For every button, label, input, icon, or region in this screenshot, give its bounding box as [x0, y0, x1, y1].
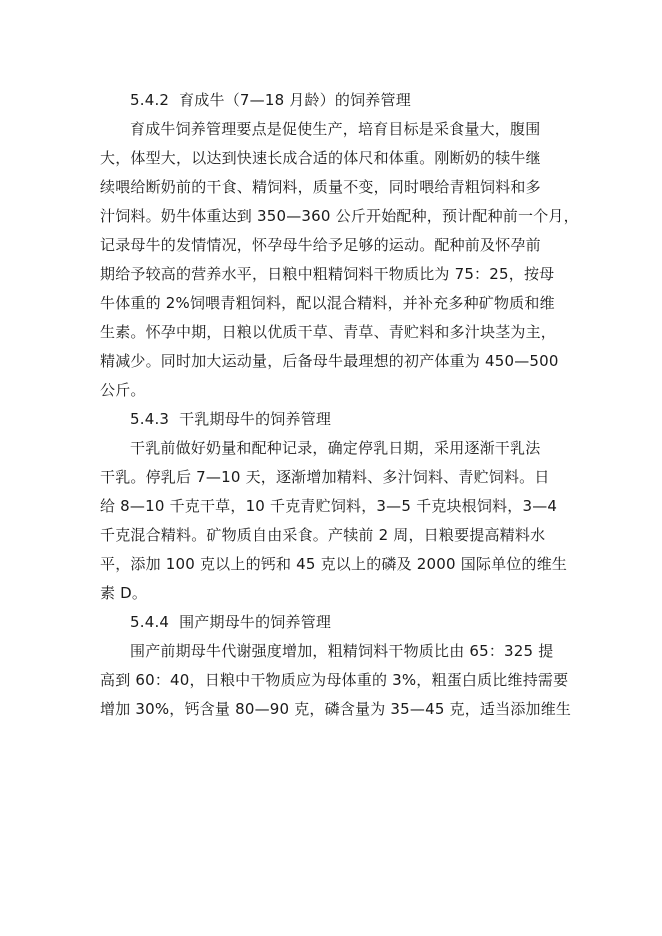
section-text-5-4-4 — [100, 637, 570, 724]
text-line: 干乳前做好奶量和配种记录，确定停乳日期，采用逐渐干乳法 — [130, 439, 541, 457]
text-line: 期给予较高的营养水平，日粮中粗精饲料干物质比为 75：25，按母 — [100, 265, 555, 283]
text-line: 给 8—10 千克干草，10 千克青贮饲料，3—5 千克块根饲料，3—4 — [100, 497, 558, 515]
text-line: 汁饲料。奶牛体重达到 350—360 公斤开始配种，预计配种前一个月， — [100, 207, 579, 225]
text-line: 素 D。 — [100, 584, 148, 602]
text-line: 续喂给断奶前的干食、精饲料，质量不变，同时喂给青粗饲料和多 — [100, 178, 541, 196]
text-line: 千克混合精料。矿物质自由采食。产犊前 2 周，日粮要提高精料水 — [100, 526, 546, 544]
section-heading-5-4-4: 5.4.4 围产期母牛的饲养管理 — [130, 613, 332, 631]
text-line: 精减少。同时加大运动量，后备母牛最理想的初产体重为 450—500 — [100, 352, 559, 370]
text-line: 公斤。 — [100, 381, 146, 399]
text-line: 育成牛饲养管理要点是促使生产，培育目标是采食量大，腹围 — [130, 120, 541, 138]
document-body — [100, 86, 579, 724]
text-line: 生素。怀孕中期，日粮以优质干草、青草、青贮料和多汁块茎为主， — [100, 323, 557, 341]
text-line: 大，体型大，以达到快速长成合适的体尺和体重。刚断奶的犊牛继 — [100, 149, 541, 167]
text-line: 干乳。停乳后 7—10 天，逐渐增加精料、多汁饲料、青贮饲料。日 — [100, 468, 550, 486]
text-line: 牛体重的 2%饲喂青粗饲料，配以混合精料，并补充多种矿物质和维 — [100, 294, 555, 312]
section-text-5-4-2 — [100, 115, 579, 405]
text-line: 平，添加 100 克以上的钙和 45 克以上的磷及 2000 国际单位的维生 — [100, 555, 568, 573]
section-heading-5-4-2: 5.4.2 育成牛（7—18 月龄）的饲养管理 — [130, 91, 411, 109]
section-heading-5-4-3: 5.4.3 干乳期母牛的饲养管理 — [130, 410, 332, 428]
text-line: 高到 60：40，日粮中干物质应为母体重的 3%，粗蛋白质比维持需要 — [100, 671, 569, 689]
text-line: 增加 30%，钙含量 80—90 克，磷含量为 35—45 克，适当添加维生 — [100, 700, 572, 718]
text-line: 围产前期母牛代谢强度增加，粗精饲料干物质比由 65：325 提 — [130, 642, 554, 660]
text-line: 记录母牛的发情情况，怀孕母牛给予足够的运动。配种前及怀孕前 — [100, 236, 541, 254]
section-text-5-4-3 — [100, 434, 570, 608]
